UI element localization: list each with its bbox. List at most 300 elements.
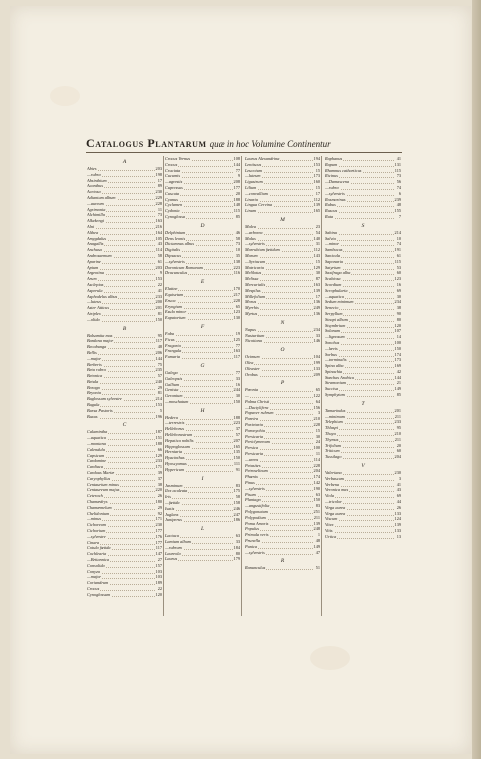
plant-name: Dipsacus [165, 252, 181, 258]
plant-name: Cochlearia [87, 551, 107, 557]
plant-name: —aureum [87, 200, 104, 206]
plant-name: Balsamita mas [87, 332, 113, 338]
page-number: 196 [155, 413, 162, 419]
page-number: 44 [396, 499, 401, 505]
plant-name: Arum [87, 276, 97, 282]
page-number: 107 [394, 328, 401, 334]
page-number: 133 [394, 510, 401, 516]
page-number: 19 [235, 330, 240, 336]
plant-name: Ilex aculeata [165, 488, 188, 494]
plant-name: Saponaria [325, 258, 343, 264]
plant-name: Ficus [165, 336, 175, 342]
plant-name: Orobus [245, 371, 258, 377]
plant-name: —minor [325, 241, 340, 247]
plant-name: Eupatorium [165, 315, 186, 321]
catalogue-column [324, 156, 402, 616]
plant-name: Beta rubra [87, 367, 106, 373]
page-number: 11 [157, 206, 162, 212]
page-number: 38 [157, 481, 162, 487]
plant-name: —Dactylifera [245, 404, 269, 410]
page-number: 29 [157, 384, 162, 390]
plant-name: Sinapi album [325, 316, 348, 322]
page-number: 211 [394, 413, 401, 419]
page-number: 20 [235, 190, 240, 196]
plant-name: Lilium [245, 184, 257, 190]
plant-name: Tussilago [325, 454, 342, 460]
catalogue-entry [325, 534, 401, 540]
plant-name: Cucumis [165, 173, 181, 179]
page-number: 81 [157, 310, 162, 316]
page-number: 150 [233, 398, 240, 404]
page-number: 188 [233, 196, 240, 202]
catalogue-entry [325, 214, 401, 220]
page-number: 177 [233, 184, 240, 190]
plant-name: —torminalis [325, 357, 347, 363]
page-number: 228 [313, 422, 320, 428]
plant-name: Trifolium [325, 442, 341, 448]
page-number: 123 [233, 309, 240, 315]
page-number: 90 [396, 310, 401, 316]
page-number: 146 [313, 338, 320, 344]
catalogue-column [86, 156, 164, 616]
plant-name: Cichorium [87, 528, 106, 534]
section-letter: P [280, 380, 285, 387]
plant-name: Iris [165, 494, 171, 500]
plant-name: —aquatica [325, 293, 344, 299]
plant-name: —terrestris [165, 420, 185, 426]
plant-name: Leucoium [245, 167, 262, 173]
plant-name: Scrophularia [325, 287, 348, 293]
page-number: 74 [396, 184, 401, 190]
plant-name: Androsaemum [87, 252, 112, 258]
plant-name: Juglans [165, 511, 179, 517]
plant-name: Esula minor [165, 309, 187, 315]
page-number: 124 [394, 516, 401, 522]
page-number: 91 [235, 466, 240, 472]
plant-name: —rubra [325, 184, 339, 190]
page-number: 244 [233, 387, 240, 393]
page-number: 114 [155, 247, 162, 253]
plant-name: Pinus [245, 480, 255, 486]
page-number: 111 [233, 461, 240, 467]
section-letter: V [361, 463, 365, 470]
page-number: 26 [157, 493, 162, 499]
page-number: 201 [155, 305, 162, 311]
page-number: 129 [313, 264, 320, 270]
page-number: 77 [235, 167, 240, 173]
page-number: 100 [313, 445, 320, 451]
plant-name: Apium [87, 264, 99, 270]
plant-name: Satyrium [325, 264, 341, 270]
plant-name: Helleborus [165, 426, 185, 432]
leader-dots [249, 315, 313, 316]
plant-name: Persica [245, 445, 259, 451]
page-number: 26 [396, 504, 401, 510]
page-number: 115 [394, 167, 401, 173]
plant-name: Myrtus [245, 310, 258, 316]
plant-name: Marum [245, 252, 258, 258]
page-number: 30 [396, 293, 401, 299]
page-number: 129 [155, 452, 162, 458]
page-number: 249 [313, 305, 320, 311]
plant-name: Parietaria [245, 422, 263, 428]
plant-name: Ceterach [87, 493, 103, 499]
page-number: 144 [233, 161, 240, 167]
plant-name: —sylvestre [87, 533, 106, 539]
plant-name: Ruta [325, 213, 334, 219]
page-number: 150 [313, 497, 320, 503]
page-number: 5 [159, 407, 162, 413]
page-number: 229 [155, 194, 162, 200]
plant-name: Hyoscyamus [165, 461, 187, 467]
page-number: 199 [313, 359, 320, 365]
page-number: 223 [233, 264, 240, 270]
plant-name: Cydonia [165, 208, 180, 214]
page-number: 220 [155, 487, 162, 493]
plant-name: Phœnix [245, 474, 258, 480]
plant-name: Succisa [325, 386, 339, 392]
page-number: 105 [155, 235, 162, 241]
plant-name: Asclepias [87, 281, 104, 287]
page-number: 87 [315, 276, 320, 282]
page-number: 139 [313, 520, 320, 526]
page-number: 77 [235, 369, 240, 375]
page-number: 16 [396, 281, 401, 287]
plant-name: —luteus [87, 299, 102, 305]
page-number: 144 [155, 355, 162, 361]
plant-name: Genista [165, 387, 179, 393]
catalogue-entry [165, 354, 240, 360]
plant-name: Acanthus [87, 183, 103, 189]
page-number: 169 [394, 363, 401, 369]
leader-dots [329, 218, 394, 219]
page-number: 173 [313, 173, 320, 179]
page-number: 21 [396, 380, 401, 386]
plant-name: Rhamnus catharticus [325, 167, 362, 173]
leader-dots [249, 212, 313, 213]
section-letter: T [361, 400, 365, 407]
plant-name: Sorbus [325, 351, 337, 357]
page-number: 210 [394, 431, 401, 437]
plant-name: Serpyllum [325, 310, 343, 316]
plant-name: Ricinus [325, 173, 338, 179]
plant-name: —Britannica [87, 557, 110, 562]
page-number: 204 [313, 468, 320, 474]
page-number: 114 [313, 456, 320, 462]
plant-name: Dracunculus [165, 270, 188, 276]
page-number: 17 [315, 293, 320, 299]
catalogue-entry [165, 270, 240, 276]
paper-stain [50, 86, 80, 106]
plant-name: Verbena [325, 481, 340, 487]
page-number: 37 [235, 426, 240, 432]
page-number: 233 [155, 458, 162, 464]
plant-name: Sedum minimum [325, 299, 354, 305]
page-number: 1 [317, 532, 320, 538]
page-number: 9 [159, 270, 162, 276]
catalogue-entry [87, 414, 162, 420]
page-number: 73 [396, 173, 401, 179]
leader-dots [91, 418, 155, 419]
plant-name: Triticum [325, 448, 340, 454]
plant-name: Isatis [165, 505, 175, 511]
plant-name: Salvia [325, 235, 336, 241]
page-number: 100 [394, 339, 401, 345]
plant-name: Matricaria [245, 264, 264, 270]
plant-name: Myrrhis [245, 305, 259, 311]
plant-name: Solanum [325, 328, 341, 334]
plant-name: Cinara [87, 539, 100, 545]
plant-name: Alchimilla [87, 212, 105, 218]
section-letter: R [280, 558, 285, 565]
plant-name: Bardana major [87, 338, 114, 344]
plant-name: Buglossum sylvestre [87, 396, 122, 402]
plant-name: Persicaria [245, 433, 264, 439]
plant-name: Crocus [87, 585, 100, 591]
page-number: 92 [157, 510, 162, 516]
page-number: 95 [396, 425, 401, 431]
plant-name: Crocus Vernus [165, 156, 191, 161]
page-number: 194 [313, 156, 320, 161]
plant-name: Cynoglossum [87, 591, 111, 597]
plant-name: Cynoglossa [165, 213, 186, 219]
page-number: 240 [155, 378, 162, 384]
section-letter: L [200, 526, 205, 533]
page-number: 191 [394, 247, 401, 253]
plant-name: —minus [87, 516, 102, 522]
section-letter: O [280, 347, 285, 354]
plant-name: Digitalis [165, 247, 181, 253]
page-number: 112 [313, 196, 320, 202]
catalogue-entry [165, 517, 240, 523]
page-number: 47 [315, 549, 320, 555]
page-number: 153 [313, 161, 320, 167]
page-number: 63 [235, 533, 240, 539]
plant-name: —fœtida [165, 500, 180, 506]
plant-name: Oleaster [245, 365, 260, 371]
plant-name: Cardamine [87, 458, 107, 464]
page-number: 125 [233, 336, 240, 342]
page-number: 223 [233, 420, 240, 426]
page-number: 201 [394, 407, 401, 413]
plant-name: Valeriana [325, 470, 342, 476]
page-number: 151 [155, 435, 162, 441]
page-number: 38 [396, 305, 401, 311]
page-number: 214 [394, 229, 401, 235]
paper-stain [310, 646, 350, 670]
page-number: 61 [396, 252, 401, 258]
page-number: 77 [235, 342, 240, 348]
catalogue-entry [165, 399, 240, 405]
page-number: 57 [235, 432, 240, 438]
plant-name: Carduus Mariæ [87, 470, 115, 476]
plant-name: Malva [245, 223, 256, 229]
page-number: 73 [235, 241, 240, 247]
plant-name: Atriplex [87, 310, 101, 316]
plant-name: Acetosa [87, 189, 101, 195]
page-number: 239 [394, 196, 401, 202]
plant-name: Cyclamen [165, 202, 183, 208]
plant-name: Pareira [245, 416, 259, 422]
plant-name: Veronica mas [325, 487, 349, 493]
page-number: 17 [157, 177, 162, 183]
plant-name: Herniaria [165, 449, 183, 455]
plant-name: Tamarindus [325, 407, 346, 413]
page-number: 174 [394, 351, 401, 357]
plant-name: Calendula [87, 446, 105, 452]
plant-name: Borago [87, 384, 100, 390]
page-number: 43 [157, 241, 162, 247]
plant-name: Galeopsis [165, 375, 183, 381]
page-number: 120 [155, 591, 162, 597]
page-number: 20 [396, 442, 401, 448]
plant-name: Hypericum [165, 466, 185, 472]
plant-name: Linum [245, 208, 256, 214]
plant-name: Geranium [165, 393, 183, 399]
plant-name: Lentiscus [245, 161, 262, 167]
page-number: 230 [155, 189, 162, 195]
page-number: 63 [315, 491, 320, 497]
plant-name: —rubra [87, 171, 101, 177]
page-number: 43 [396, 487, 401, 493]
page-number: 144 [394, 374, 401, 380]
page-number: 214 [155, 396, 162, 402]
page-number: 83 [315, 503, 320, 509]
plant-name: Hepatica nobilis [165, 437, 194, 443]
page-number: 15 [315, 427, 320, 433]
page-number: 39 [157, 470, 162, 476]
page-number: 53 [396, 264, 401, 270]
plant-name: Bryonia [87, 390, 101, 396]
plant-name: Cichoreum [87, 522, 106, 528]
page-number: 234 [394, 299, 401, 305]
catalogue-entry [245, 550, 320, 556]
leader-dots [169, 560, 233, 561]
plant-name: —angustifolia [245, 503, 270, 509]
plant-name: Dens leonis [165, 235, 186, 241]
section-letter: E [200, 279, 205, 286]
page-number: 235 [155, 367, 162, 373]
page-number: 122 [313, 393, 320, 399]
page-number: 139 [394, 522, 401, 528]
plant-name: Telephium [325, 419, 343, 425]
catalogue-entry [165, 315, 240, 321]
plant-name: Thuya [325, 431, 336, 437]
page-number: 247 [233, 511, 240, 517]
page-number: 228 [313, 462, 320, 468]
plant-name: Absinthium [87, 177, 107, 183]
page-number: 65 [315, 387, 320, 393]
plant-name: Adiantum album [87, 194, 116, 200]
plant-name: Petroselinum [245, 468, 268, 474]
page-number: 147 [155, 551, 162, 557]
page-number: 149 [394, 386, 401, 392]
plant-name: Rosmarinus [325, 196, 346, 202]
page-title [86, 136, 406, 151]
plant-name: —aquatica [87, 435, 106, 441]
plant-name: Alkekengi [87, 218, 104, 224]
plant-name: Mespilus [245, 287, 261, 293]
page-number: 31 [315, 241, 320, 247]
plant-name: Senecio [325, 305, 339, 311]
page-number: 165 [313, 208, 320, 214]
plant-name: —moschatum [165, 398, 189, 404]
plant-name: —minimum [325, 413, 345, 419]
page-number: 204 [394, 454, 401, 460]
plant-name: Cuscuta [165, 190, 180, 196]
page-number: 186 [233, 517, 240, 523]
plant-name: Becabunga [87, 344, 107, 350]
plant-name: Napus [245, 326, 256, 332]
plant-name: Faba [165, 330, 175, 336]
plant-name: Saxifraga alba [325, 270, 351, 276]
catalogue-columns [86, 156, 402, 616]
page-number: 37 [157, 475, 162, 481]
page-number: 60 [396, 448, 401, 454]
page-number: 123 [394, 276, 401, 282]
plant-name: Pisum [245, 491, 256, 497]
page-number: 138 [233, 258, 240, 264]
plant-name: —sylvestris [245, 485, 265, 491]
plant-name: Plantago [245, 497, 261, 503]
page-number: 85 [235, 213, 240, 219]
plant-name: Alni [87, 223, 95, 229]
page-number: 11 [315, 451, 320, 457]
plant-name: Eruca [165, 297, 176, 303]
plant-name: Spina alba [325, 363, 344, 369]
page-number: 184 [233, 544, 240, 550]
page-number: 61 [157, 258, 162, 264]
page-number: 24 [315, 439, 320, 445]
catalogue-entry [87, 317, 162, 323]
plant-name: Cruciata [165, 167, 181, 173]
plant-name: —tricolor [325, 499, 342, 505]
page-number: 46 [235, 229, 240, 235]
plant-name: Sabina [325, 229, 337, 235]
page-number: 51 [315, 565, 320, 571]
catalogue-entry [245, 565, 320, 571]
plant-name: Gallium [165, 381, 180, 387]
page-number: 210 [313, 416, 320, 422]
title-subtitle: quæ in hoc Volumine Continentur [209, 139, 331, 149]
plant-name: —urens [245, 456, 259, 462]
plant-name: Aster Atticus [87, 305, 110, 311]
plant-name: Virga aurea [325, 510, 346, 516]
plant-name: Althea [87, 229, 99, 235]
plant-name: Millefolium [245, 293, 266, 299]
page-number: 66 [157, 446, 162, 452]
page-number: 30 [235, 393, 240, 399]
page-number: 216 [155, 223, 162, 229]
page-number: 89 [157, 183, 162, 189]
plant-name: —sylvestris [245, 241, 265, 247]
plant-name: Elatine [165, 286, 178, 292]
section-letter: I [201, 475, 204, 482]
page-number: 117 [155, 545, 162, 551]
page-number: 48 [396, 202, 401, 208]
page-number: 207 [233, 437, 240, 443]
plant-name: Olea [245, 359, 254, 365]
page-number: 23 [315, 223, 320, 229]
catalogue-entry [165, 214, 240, 220]
page-number: 80 [396, 316, 401, 322]
page-number: 108 [233, 156, 240, 161]
page-number: 163 [233, 348, 240, 354]
page-number: 234 [313, 326, 320, 332]
page-number: 69 [396, 287, 401, 293]
section-letter: D [200, 222, 205, 229]
page-number: 131 [394, 161, 401, 167]
